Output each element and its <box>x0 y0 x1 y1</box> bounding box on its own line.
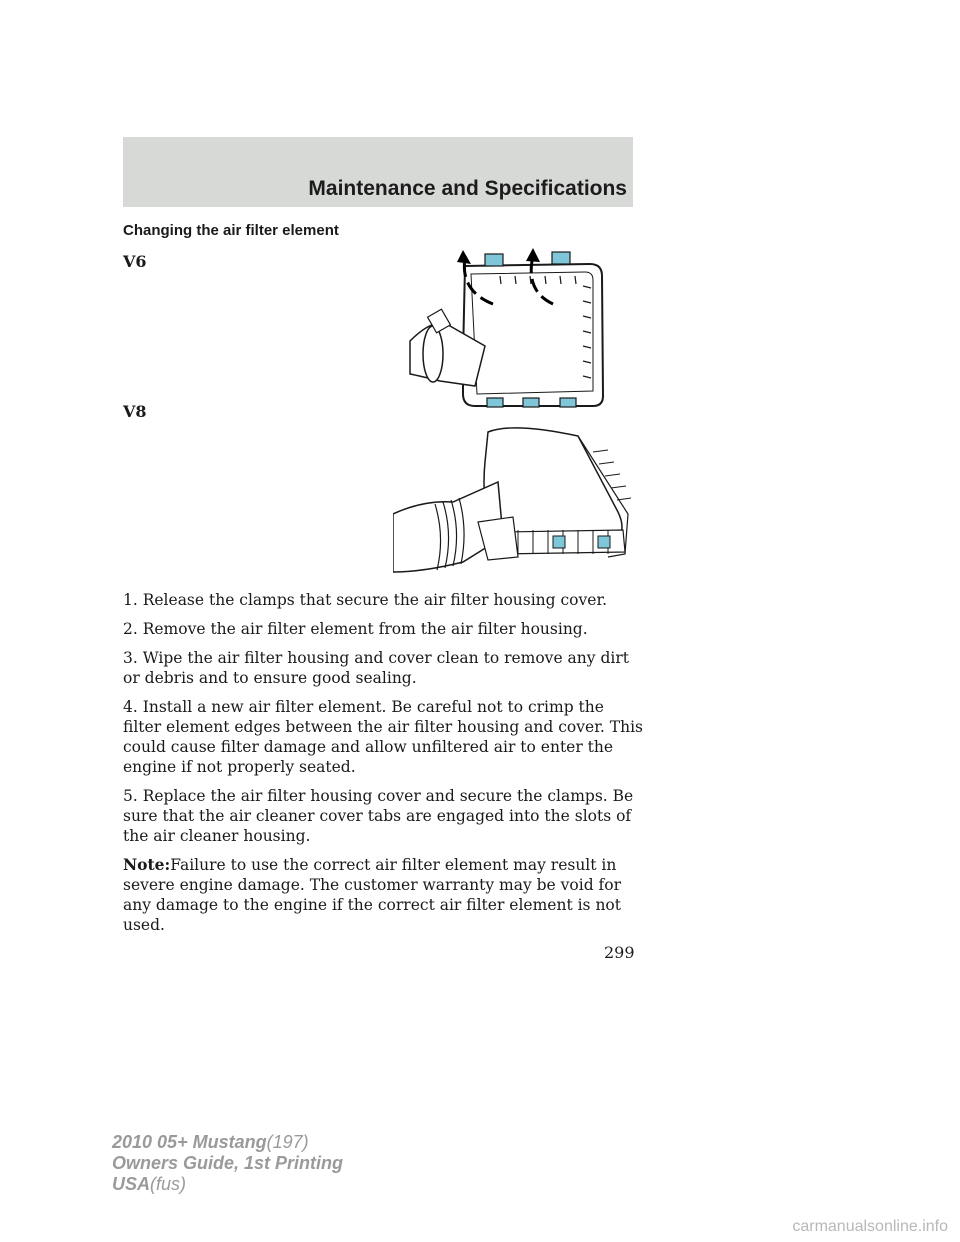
document-footer <box>112 1132 343 1195</box>
v6-label: V6 <box>123 252 147 271</box>
footer-model: 2010 05+ Mustang <box>112 1132 267 1152</box>
v8-label: V8 <box>123 402 147 421</box>
page-number: 299 <box>604 943 635 962</box>
v6-air-filter-diagram <box>405 246 610 409</box>
step-5: 5. Replace the air filter housing cover and secure the clamps. Be sure that the air cleaner cover tabs are engaged into the slots of the air cleaner housing. <box>123 787 634 845</box>
note-paragraph <box>123 855 643 935</box>
v8-air-filter-diagram <box>393 422 635 580</box>
step-1: 1. Release the clamps that secure the air filter housing cover. <box>123 591 608 609</box>
header-band <box>123 137 633 207</box>
watermark: carmanualsonline.info <box>792 1218 948 1235</box>
page-header-title: Maintenance and Specifications <box>308 177 627 200</box>
step-4: 4. Install a new air filter element. Be careful not to crimp the filter element edges between the air filter housing and cover. This could cause filter damage and allow unfiltered air to enter the engine if not properly seated. <box>123 698 643 776</box>
step-2: 2. Remove the air filter element from the air filter housing. <box>123 620 588 638</box>
step-3: 3. Wipe the air filter housing and cover clean to remove any dirt or debris and to ensure good sealing. <box>123 649 629 687</box>
footer-market: USA <box>112 1174 151 1194</box>
note-text: Failure to use the correct air filter element may result in severe engine damage. The customer warranty may be void for any damage to the engine if the correct air filter element is not used. <box>123 856 622 934</box>
footer-model-code: (197) <box>266 1132 309 1152</box>
note-label: Note: <box>123 855 171 874</box>
section-title: Changing the air filter element <box>123 222 339 239</box>
instruction-steps <box>123 590 643 944</box>
footer-market-code: (fus) <box>150 1174 187 1194</box>
footer-edition: Owners Guide, 1st Printing <box>112 1153 344 1173</box>
